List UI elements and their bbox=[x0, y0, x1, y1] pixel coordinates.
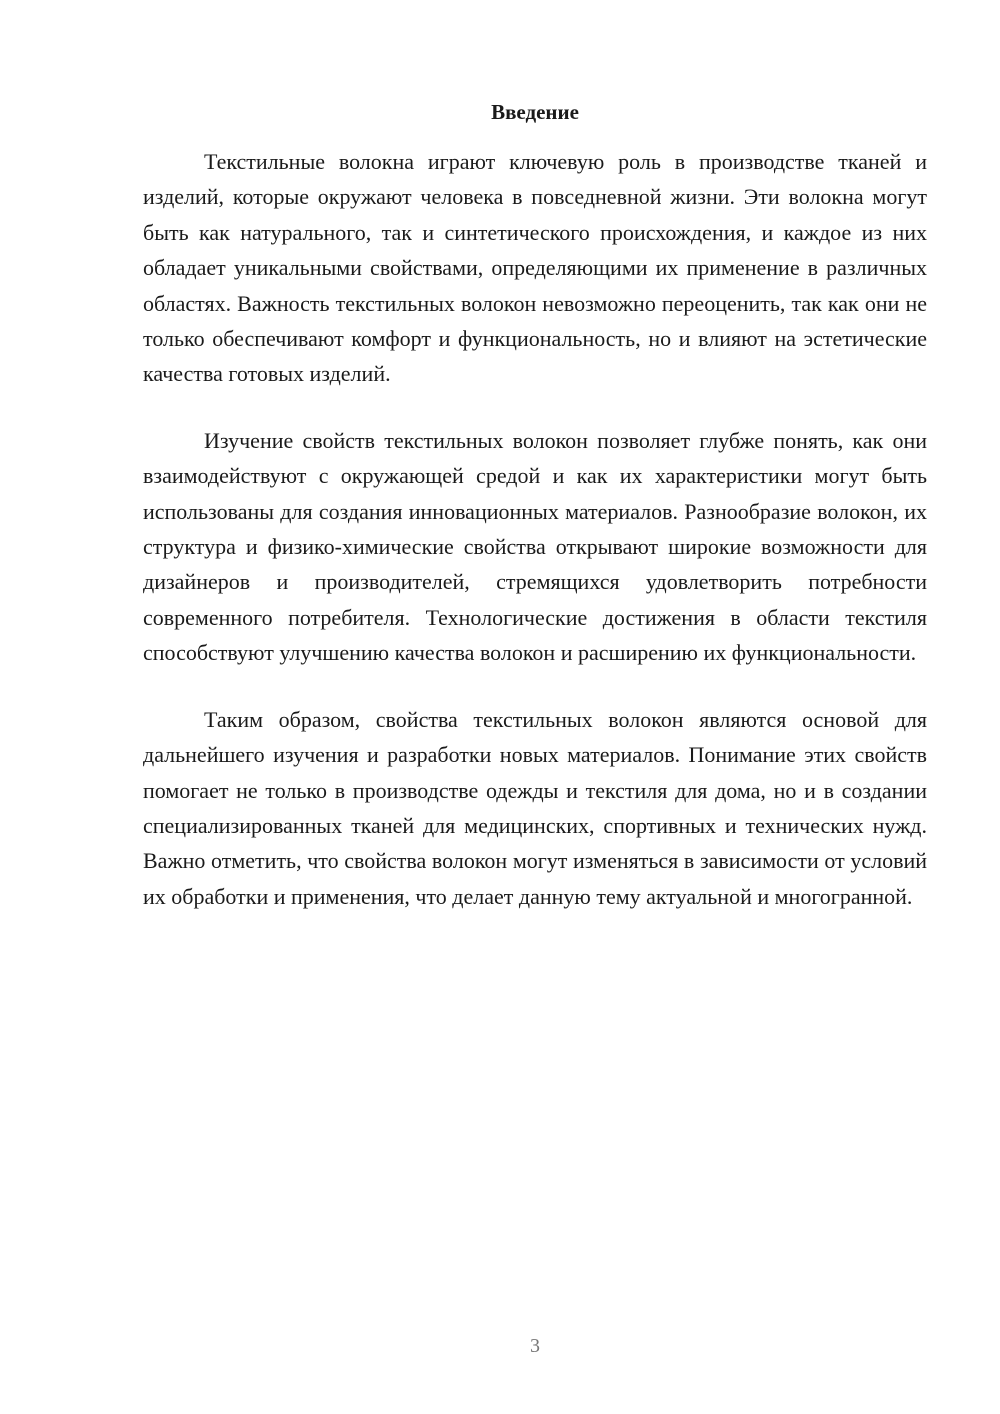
paragraph-2: Изучение свойств текстильных волокон позволяет глубже понять, как они взаимодействуют с окружающей средой и как их характеристики могут быть использованы для создания инновационных материалов. Разнообразие волокон, их структура и физико-химические свойства открывают широкие возможности для дизайнеров и производителей, стремящихся удовлетворить потребности современного потребителя. Технологические достижения в области текстиля способствуют улучшению качества волокон и расширению их функциональности. bbox=[143, 427, 927, 666]
paragraph-3: Таким образом, свойства текстильных волокон являются основой для дальнейшего изучения и разработки новых материалов. Понимание этих свойств помогает не только в производстве одежды и текстиля для дома, но и в создании специализированных тканей для медицинских, спортивных и технических нужд. Важно отметить, что свойства волокон могут изменяться в зависимости от условий их обработки и применения, что делает данную тему актуальной и многогранной. bbox=[143, 706, 927, 909]
document-body bbox=[143, 144, 927, 945]
page-number: 3 bbox=[530, 1335, 540, 1357]
page-title: Введение bbox=[491, 100, 579, 124]
paragraph-1: Текстильные волокна играют ключевую роль в производстве тканей и изделий, которые окружают человека в повседневной жизни. Эти волокна могут быть как натурального, так и синтетического происхождения, и каждое из них обладает уникальными свойствами, определяющими их применение в различных областях. Важность текстильных волокон невозможно переоценить, так как они не только обеспечивают комфорт и функциональность, но и влияют на эстетические качества готовых изделий. bbox=[143, 149, 927, 387]
